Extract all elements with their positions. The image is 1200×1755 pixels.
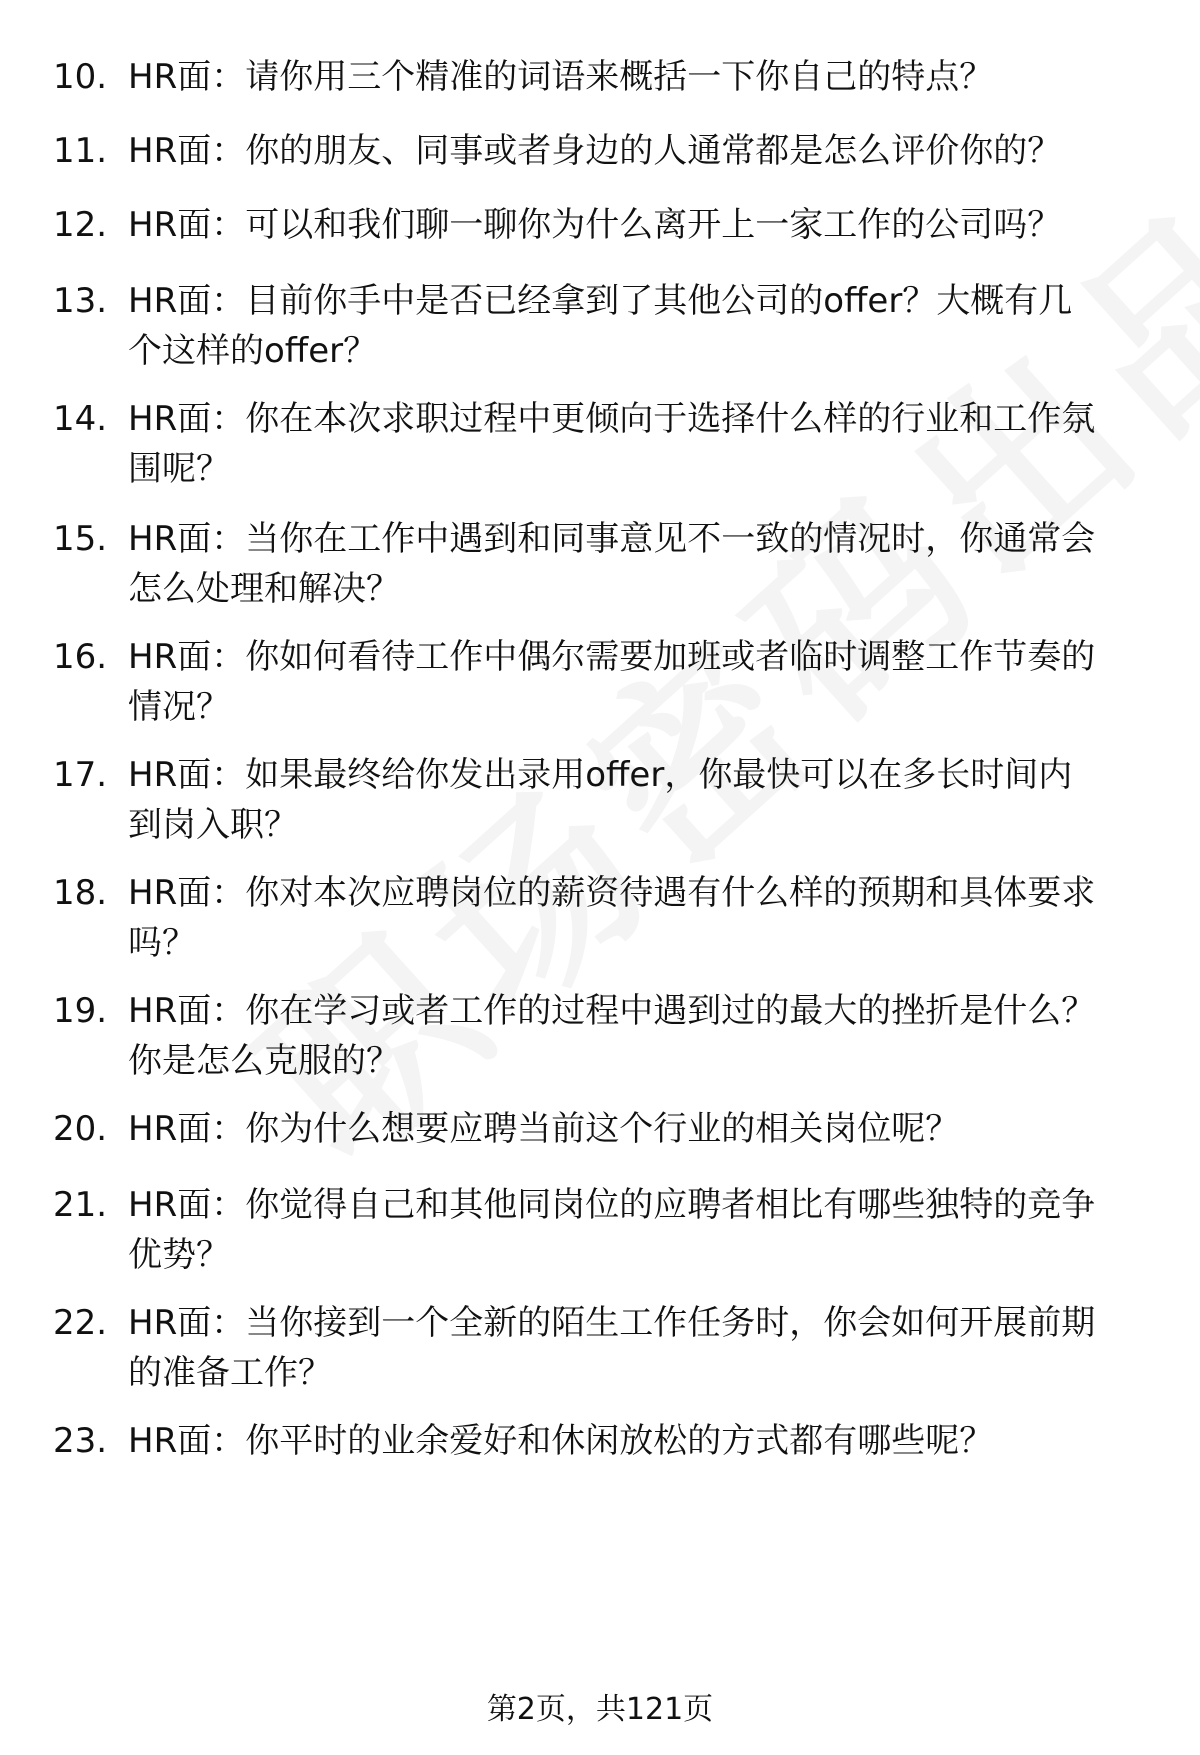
question-number: 21.: [53, 1185, 108, 1225]
question-text: HR面：当你接到一个全新的陌生工作任务时，你会如何开展前期 的准备工作？: [128, 1303, 1096, 1393]
question-text: HR面：你对本次应聘岗位的薪资待遇有什么样的预期和具体要求 吗？: [128, 873, 1096, 963]
question-number: 18.: [53, 873, 108, 913]
question-number: 11.: [53, 131, 108, 171]
question-number: 17.: [53, 755, 108, 795]
question-text: HR面：你如何看待工作中偶尔需要加班或者临时调整工作节奏的 情况？: [128, 637, 1096, 727]
question-text: HR面：你在本次求职过程中更倾向于选择什么样的行业和工作氛 围呢？: [128, 399, 1096, 489]
question-number: 23.: [53, 1421, 108, 1461]
question-text: HR面：可以和我们聊一聊你为什么离开上一家工作的公司吗？: [128, 205, 1062, 245]
question-number: 22.: [53, 1303, 108, 1343]
question-text: HR面：目前你手中是否已经拿到了其他公司的offer？大概有几 个这样的offer？: [128, 281, 1073, 371]
question-number: 19.: [53, 991, 108, 1031]
question-text: HR面：当你在工作中遇到和同事意见不一致的情况时，你通常会 怎么处理和解决？: [128, 519, 1096, 609]
page-footer: 第2页，共121页: [486, 1692, 714, 1727]
question-number: 14.: [53, 399, 108, 439]
question-number: 16.: [53, 637, 108, 677]
question-number: 10.: [53, 57, 108, 97]
question-number: 20.: [53, 1109, 108, 1149]
question-text: HR面：请你用三个精准的词语来概括一下你自己的特点？: [128, 57, 994, 97]
question-number: 15.: [53, 519, 108, 559]
question-text: HR面：你觉得自己和其他同岗位的应聘者相比有哪些独特的竞争 优势？: [128, 1185, 1096, 1275]
question-number: 13.: [53, 281, 108, 321]
question-text: HR面：你平时的业余爱好和休闲放松的方式都有哪些呢？: [128, 1421, 994, 1461]
question-text: HR面：你在学习或者工作的过程中遇到过的最大的挫折是什么？ 你是怎么克服的？: [128, 991, 1096, 1081]
question-text: HR面：如果最终给你发出录用offer，你最快可以在多长时间内 到岗入职？: [128, 755, 1073, 845]
question-text: HR面：你的朋友、同事或者身边的人通常都是怎么评价你的？: [128, 131, 1062, 171]
question-text: HR面：你为什么想要应聘当前这个行业的相关岗位呢？: [128, 1109, 960, 1149]
question-number: 12.: [53, 205, 108, 245]
